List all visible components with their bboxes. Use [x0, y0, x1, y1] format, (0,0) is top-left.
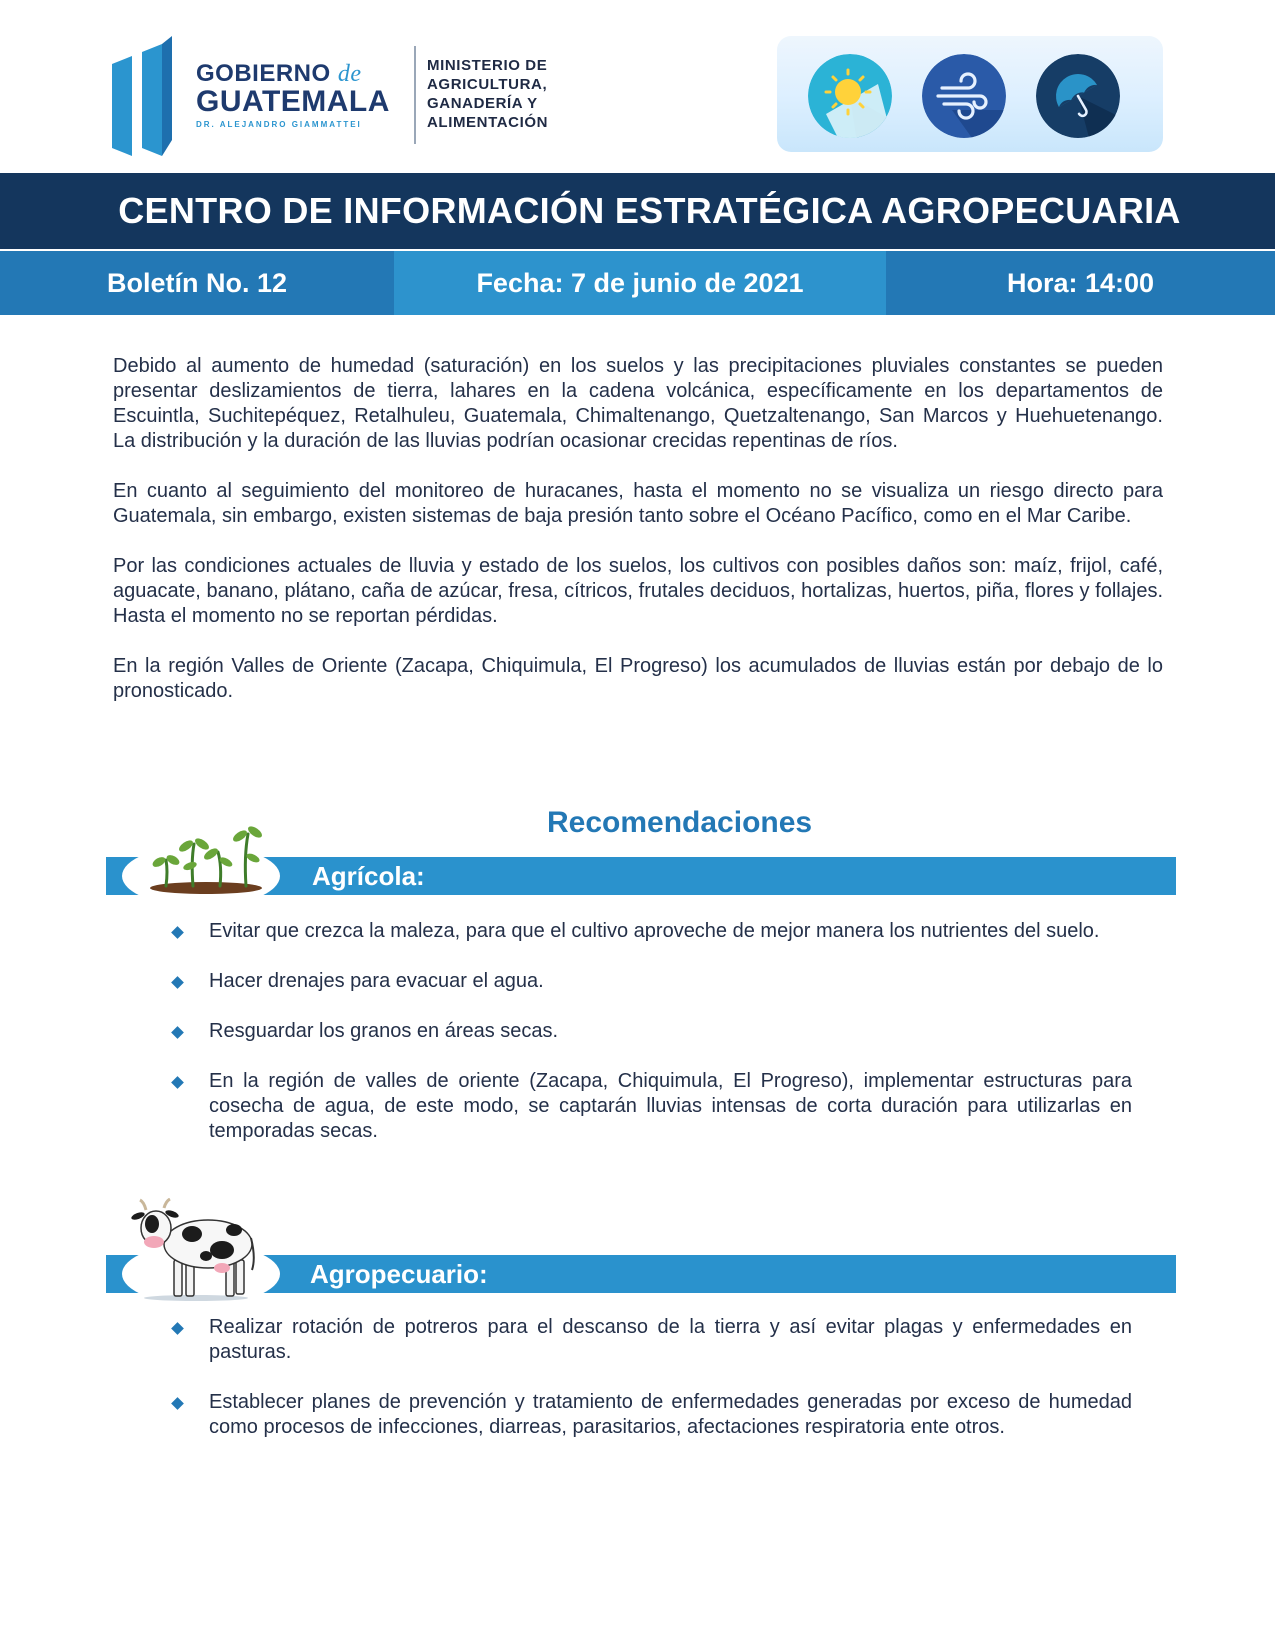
agropecuario-label: Agropecuario:	[310, 1259, 488, 1289]
government-logo-text	[196, 62, 396, 129]
agricola-recommendations-list	[170, 919, 1132, 1144]
list-item: Resguardar los granos en áreas secas.	[170, 1019, 1132, 1044]
list-item: Realizar rotación de potreros para el descanso de la tierra y así evitar plagas y enfermedades en pasturas.	[170, 1315, 1132, 1365]
paragraph: En la región Valles de Oriente (Zacapa, Chiquimula, El Progreso) los acumulados de lluvias están por debajo de lo pronosticado.	[113, 655, 1163, 702]
ministry-line: AGRICULTURA,	[427, 76, 548, 93]
paragraph: En cuanto al seguimiento del monitoreo de huracanes, hasta el momento no se visualiza un riesgo directo para Guatemala, sin embargo, existen sistemas de baja presión tanto sobre el Océano Pacífico, como en el Mar Caribe.	[113, 480, 1163, 527]
ministry-line: ALIMENTACIÓN	[427, 114, 549, 131]
diamond-bullet-icon	[171, 1322, 184, 1335]
government-logo-mark-icon	[112, 34, 182, 156]
sun-icon	[808, 54, 892, 138]
bulletin-info-bar	[0, 251, 1275, 315]
bulletin-date: Fecha: 7 de junio de 2021	[394, 251, 886, 315]
ministry-line: MINISTERIO DE	[427, 57, 548, 74]
logo-line-gobierno: GOBIERNO de	[196, 60, 362, 87]
diamond-bullet-icon	[171, 926, 184, 939]
ministry-line: GANADERÍA Y	[427, 95, 538, 112]
agropecuario-recommendations-list	[170, 1315, 1132, 1440]
list-item: Establecer planes de prevención y tratamiento de enfermedades generadas por exceso de humedad como procesos de infecciones, diarreas, parasitarios, afectaciones respiratoria ente otros.	[170, 1390, 1132, 1440]
agricola-label: Agrícola:	[312, 861, 425, 891]
ministry-name	[427, 56, 597, 132]
title-bar	[0, 173, 1275, 249]
list-item: Evitar que crezca la maleza, para que el cultivo aproveche de mejor manera los nutrientes del suelo.	[170, 919, 1132, 944]
logo-line-president: DR. ALEJANDRO GIAMMATTEI	[196, 120, 362, 129]
logo-divider	[414, 46, 416, 144]
bulletin-body	[113, 354, 1163, 729]
page-title: CENTRO DE INFORMACIÓN ESTRATÉGICA AGROPECUARIA	[118, 190, 1181, 231]
bulletin-time: Hora: 14:00	[1006, 267, 1155, 298]
diamond-bullet-icon	[171, 1026, 184, 1039]
paragraph: Debido al aumento de humedad (saturación) en los suelos y las precipitaciones pluviales constantes se pueden presentar deslizamientos de tierra, lahares en la cadena volcánica, específicamente en los departamentos de Escuintla, Suchitepéquez, Retalhuleu, Guatemala, Chimaltenango, Quetzaltenango, San Marcos y Huehuetenango. La distribución y la duración de las lluvias podrían ocasionar crecidas repentinas de ríos.	[113, 355, 1163, 452]
bulletin-number: Boletín No. 12	[106, 267, 288, 298]
seedlings-icon	[146, 816, 266, 894]
diamond-bullet-icon	[171, 976, 184, 989]
logo-line-guatemala: GUATEMALA	[196, 85, 390, 118]
umbrella-icon	[1036, 54, 1120, 138]
list-item: Hacer drenajes para evacuar el agua.	[170, 969, 1132, 994]
diamond-bullet-icon	[171, 1397, 184, 1410]
page-header	[0, 0, 1275, 172]
paragraph: Por las condiciones actuales de lluvia y estado de los suelos, los cultivos con posibles daños son: maíz, frijol, café, aguacate, banano, plátano, caña de azúcar, fresa, cítricos, frutales deciduos, hortalizas, huertos, piña, flores y follajes. Hasta el momento no se reportan pérdidas.	[113, 555, 1163, 627]
cow-icon	[130, 1198, 258, 1302]
wind-icon	[922, 54, 1006, 138]
weather-icon-panel	[777, 36, 1163, 152]
diamond-bullet-icon	[171, 1076, 184, 1089]
list-item: En la región de valles de oriente (Zacapa, Chiquimula, El Progreso), implementar estructuras para cosecha de agua, de este modo, se captarán lluvias intensas de corta duración para utilizarlas en temporadas secas.	[170, 1069, 1132, 1144]
recommendations-heading: Recomendaciones	[547, 806, 813, 839]
